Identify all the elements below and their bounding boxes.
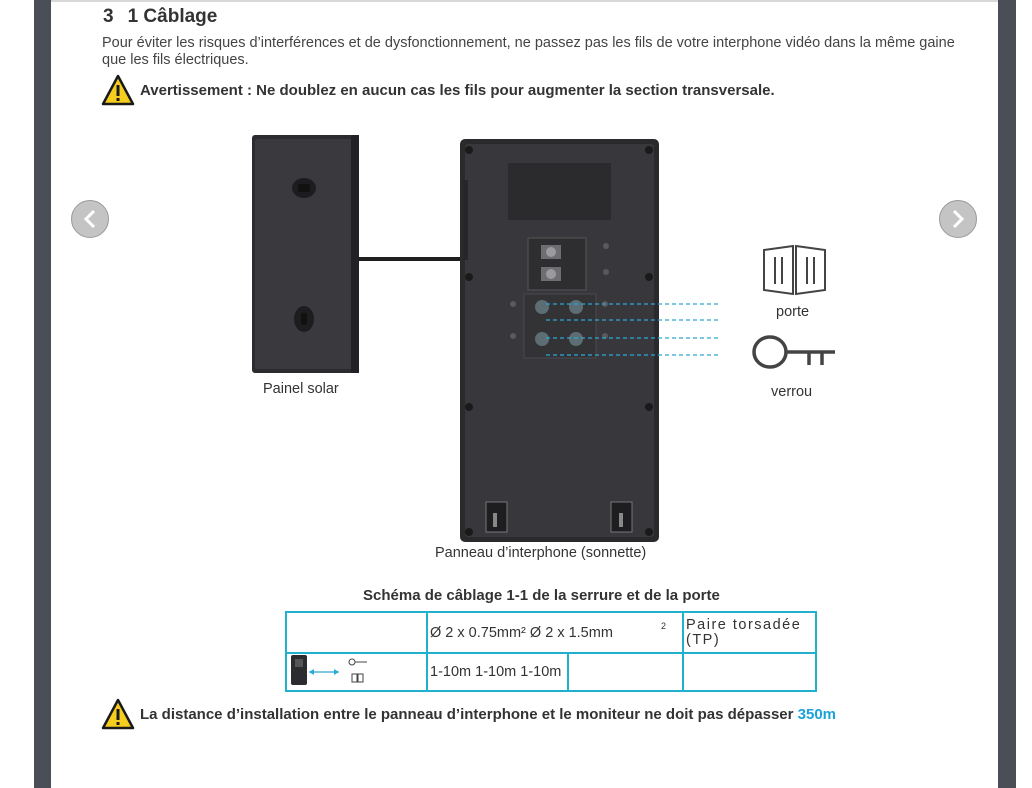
window-margin-left: [0, 0, 34, 788]
previous-page-button[interactable]: [71, 200, 109, 238]
document-page: [51, 2, 998, 788]
table-cell: [286, 653, 427, 691]
warning-top-text: Avertissement : Ne doublez en aucun cas les fils pour augmenter la section transversale.: [140, 81, 775, 99]
label-lock: verrou: [771, 384, 813, 400]
table-cell: [683, 653, 816, 691]
section-number: 3: [103, 6, 114, 27]
cable-section-values: Ø 2 x 0.75mm² Ø 2 x 1.5mm: [430, 624, 613, 641]
superscript: 2: [660, 621, 666, 631]
table-row: [286, 653, 816, 691]
key-icon: [754, 337, 835, 367]
viewer-sidebar-left: [34, 0, 51, 788]
label-intercom-panel: Panneau d’interphone (sonnette): [435, 545, 647, 561]
table-cell: [568, 653, 683, 691]
section-title: 1 Câblage: [127, 6, 218, 27]
diagram-caption: Schéma de câblage 1-1 de la serrure et de la porte: [363, 587, 720, 604]
max-distance-value: 350m: [797, 705, 837, 723]
cable-spec-table: [285, 611, 817, 692]
table-cell: Paire torsadée (TP): [683, 612, 816, 653]
chevron-left-icon: [81, 208, 99, 230]
warning-triangle-icon: [101, 698, 135, 730]
viewer-sidebar-right: [998, 0, 1016, 788]
table-cell: [286, 612, 427, 653]
solar-panel-device: [252, 135, 359, 373]
next-page-button[interactable]: [939, 200, 977, 238]
chevron-right-icon: [949, 208, 967, 230]
wiring-thumbnail-image: [289, 654, 373, 686]
table-cell: 1-10m 1-10m 1-10m: [427, 653, 568, 691]
label-solar-panel: Painel solar: [263, 381, 339, 397]
warning-bottom: [101, 698, 836, 730]
window-margin-right: [1016, 0, 1032, 788]
table-row: [286, 612, 816, 653]
table-cell: [427, 612, 683, 653]
label-door: porte: [776, 304, 810, 320]
warning-bottom-text: [140, 706, 836, 723]
intercom-panel-device: [460, 139, 659, 542]
intro-paragraph: Pour éviter les risques d’interférences et de dysfonctionnement, ne passez pas les fils de votre interphone vidéo dans la même gaine que les fils électriques.: [102, 35, 955, 68]
distance-warning-text: La distance d’installation entre le panneau d’interphone et le moniteur ne doit pas dépasser: [140, 705, 798, 723]
door-icon: [764, 246, 825, 294]
